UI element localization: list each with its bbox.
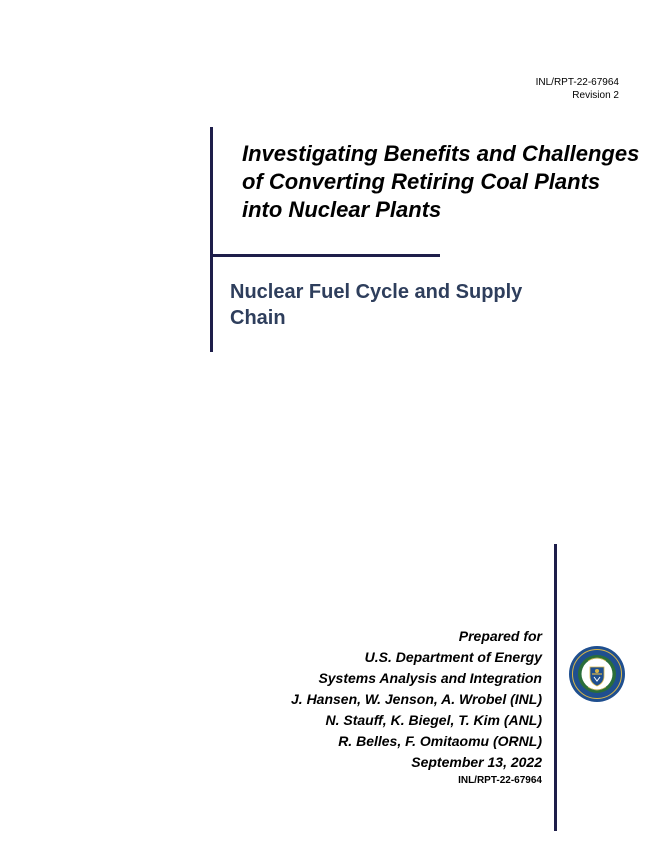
prepared-for-line: Prepared for xyxy=(458,628,542,644)
report-id: INL/RPT-22-67964 xyxy=(535,77,619,88)
document-subtitle: Nuclear Fuel Cycle and Supply Chain xyxy=(230,281,523,329)
revision-label: Revision 2 xyxy=(572,90,619,101)
date-line: September 13, 2022 xyxy=(411,754,542,770)
prepared-block xyxy=(291,626,542,789)
report-id-block xyxy=(536,76,619,102)
authors-inl-line: J. Hansen, W. Jenson, A. Wrobel (INL) xyxy=(291,691,542,707)
program-line: Systems Analysis and Integration xyxy=(318,670,542,686)
bottom-vertical-rule xyxy=(554,544,557,831)
document-title: Investigating Benefits and Challenges of Converting Retiring Coal Plants into Nuclear Plants xyxy=(242,141,640,222)
title-vertical-rule xyxy=(210,127,213,352)
sponsor-line: U.S. Department of Energy xyxy=(364,649,542,665)
authors-ornl-line: R. Belles, F. Omitaomu (ORNL) xyxy=(338,733,542,749)
title-horizontal-rule xyxy=(212,254,440,257)
department-of-energy-seal-icon xyxy=(568,645,626,703)
authors-anl-line: N. Stauff, K. Biegel, T. Kim (ANL) xyxy=(325,712,542,728)
report-number: INL/RPT-22-67964 xyxy=(458,775,542,786)
